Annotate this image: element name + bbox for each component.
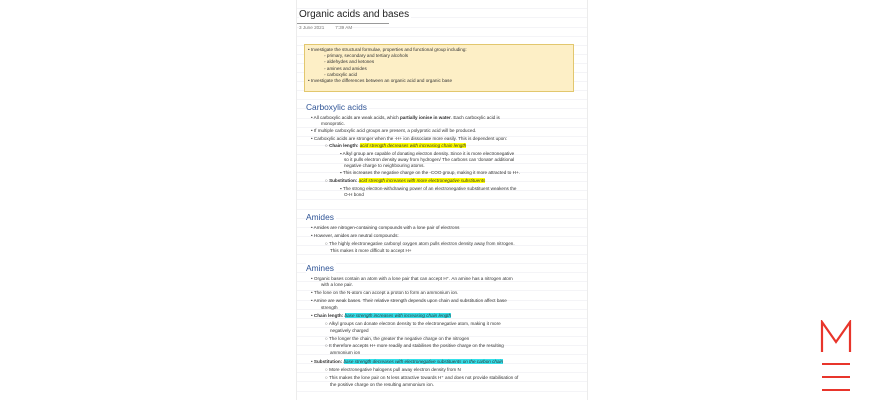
list-item: ○ More electronegative halogens pull away electron density from N xyxy=(325,367,461,372)
list-item-cont: This makes it more difficult to accept H+ xyxy=(330,248,412,253)
list-item: ○ The longer the chain, the greater the negative charge on the nitrogen xyxy=(325,336,470,341)
list-item: • Carboxylic acids are stronger when the -H+ ion dissociate more easily. This is dependent upon: xyxy=(311,136,508,141)
page-time: 7:39 AM xyxy=(335,25,353,30)
list-item-cont: negatively charged xyxy=(330,328,369,333)
list-item: • Amine are weak bases. Their relative strength depends upon chain and substitution affect base xyxy=(311,298,507,303)
list-item: • Amides are nitrogen-containing compounds with a lone pair of electrons xyxy=(311,225,460,230)
highlight-cyan: base strength increases with increasing chain length xyxy=(344,313,452,318)
list-item-cont: strength xyxy=(321,305,338,310)
note-line: ◦ carboxylic acid xyxy=(324,71,358,77)
list-item-cont: negative charge to neighbouring atoms. xyxy=(344,163,425,168)
page-timestamp xyxy=(299,25,352,30)
list-item: ○ Substitution: acid strength increases with more electronegative substituents xyxy=(325,178,486,183)
list-item: • Substitution: base strength decreases with electronegative substituents on the carbon chain xyxy=(311,359,504,364)
list-item: ○ The highly electronegative carbonyl oxygen atom pulls electron density away from nitrogen. xyxy=(325,241,515,246)
list-item: ○ Alkyl groups can donate electron density to the electronegative atom, making it more xyxy=(325,321,501,326)
list-item: • Organic bases contain an atom with a lone pair that can accept H⁺. An amine has a nitrogen atom xyxy=(311,276,513,281)
section-heading-amines[interactable]: Amines xyxy=(306,263,334,273)
title-underline xyxy=(297,23,389,24)
list-item: ▪ The strong electron-withdrawing power of an electronegative substituent weakens the xyxy=(340,186,517,191)
note-line: ◦ aldehydes and ketones xyxy=(324,59,375,65)
highlight-yellow: acid strength increases with more electronegative substituents xyxy=(358,178,486,183)
page-title[interactable]: Organic acids and bases xyxy=(299,9,410,20)
list-item-cont: monoprotic. xyxy=(321,121,346,126)
section-heading-amides[interactable]: Amides xyxy=(306,212,334,222)
list-item: ▪ Alkyl group are capable of donating electron density. Since it is more electronegative xyxy=(340,151,515,156)
notebook-page xyxy=(296,0,588,400)
list-item-cont: with a lone pair. xyxy=(321,282,353,287)
list-item: • However, amides are neutral compounds: xyxy=(311,233,399,238)
list-item-cont: ammonium ion xyxy=(330,350,361,355)
note-line: • Investigate the structural formulae, properties and functional group including: xyxy=(308,47,467,52)
note-line: • Investigate the differences between an organic acid and organic base xyxy=(308,78,453,84)
section-heading-carboxylic-acids[interactable]: Carboxylic acids xyxy=(306,102,367,112)
page-date: 3 June 2021 xyxy=(299,25,325,30)
list-item: ○ It therefore accepts H+ more readily and stabilises the positive charge on the resulting xyxy=(325,343,504,348)
highlight-yellow: acid strength decreases with increasing chain length xyxy=(359,143,467,148)
list-item: • Chain length: base strength increases with increasing chain length xyxy=(311,313,452,318)
list-item-cont: so it pulls electron density away from hydrogen/ The carbons can 'donate' additional xyxy=(344,157,515,162)
objectives-note[interactable] xyxy=(304,44,574,92)
list-item: ○ Chain length: acid strength decreases with increasing chain length xyxy=(325,143,467,148)
note-line: ◦ amines and amides xyxy=(324,65,367,71)
list-item: ○ This makes the lone pair on N less attractive towards H⁺ and does not provide stabilisation of xyxy=(325,375,519,380)
brand-logo-icon xyxy=(820,320,852,400)
list-item-cont: the positive charge on the resulting ammonium ion. xyxy=(330,382,434,387)
note-line: ◦ primary, secondary and tertiary alcohols xyxy=(324,53,409,59)
list-item: • If multiple carboxylic acid groups are present, a polyprotic acid will be produced. xyxy=(311,128,477,133)
list-item: • The lone on the N-atom can accept a proton to form an ammonium ion. xyxy=(311,290,459,295)
list-item-cont: O-H bond xyxy=(344,192,364,197)
highlight-cyan: base strength decreases with electronegative substituents on the carbon chain xyxy=(343,359,504,364)
list-item: • All carboxylic acids are weak acids, which partially ionise in water. Each carboxylic acid is xyxy=(311,115,500,120)
list-item: ▪ This increases the negative charge on the -COO group, making it more attracted to H+. xyxy=(340,170,520,175)
